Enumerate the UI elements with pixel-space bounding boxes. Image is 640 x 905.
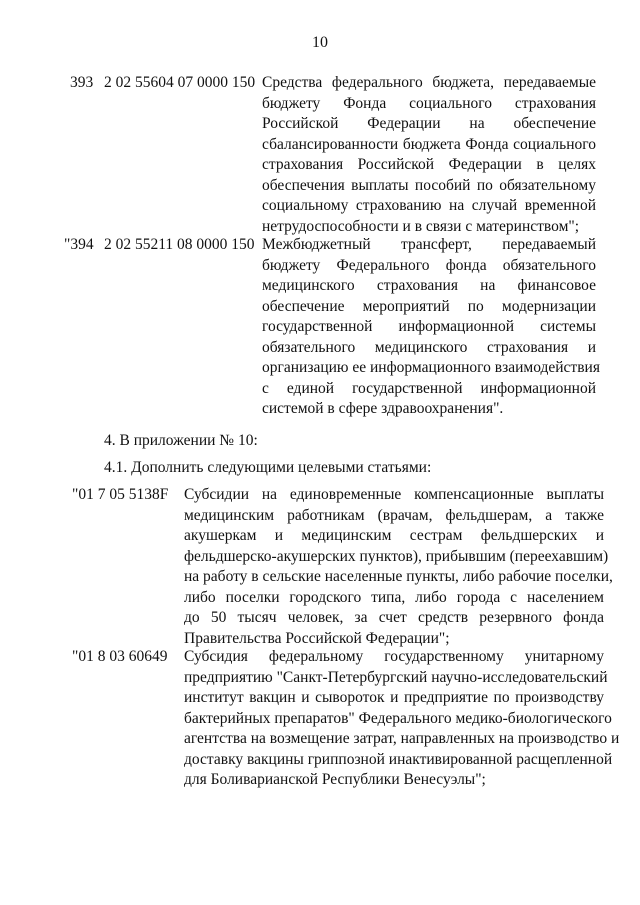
description-line: организацию ее информационного взаимодействия xyxy=(262,359,600,376)
budget-code: 2 02 55604 07 0000 150 xyxy=(104,74,256,91)
description-line: на работу в сельские населенные пункты, либо рабочие поселки, xyxy=(184,568,613,585)
description-line: агентства на возмещение затрат, направленных на производство и xyxy=(184,730,620,747)
description-line: либо поселки городского типа, либо города с населением xyxy=(184,588,604,606)
entry-number: "394 xyxy=(64,236,94,253)
budget-code: 2 02 55211 08 0000 150 xyxy=(104,236,255,253)
target-article-description xyxy=(184,485,613,649)
description-line: акушеркам и медицинским сестрам фельдшерских и xyxy=(184,527,604,544)
description-line: обеспечения выплаты пособий по обязательному xyxy=(262,176,596,194)
description-line: Правительства Российской Федерации"; xyxy=(184,629,450,647)
description-line: Межбюджетный трансферт, передаваемый xyxy=(262,236,596,253)
target-article-code: "01 8 03 60649 xyxy=(72,648,168,665)
description-line: бактерийных препаратов" Федерального медико-биологического xyxy=(184,709,612,727)
entry-description xyxy=(262,73,596,237)
description-line: Российской Федерации на обеспечение xyxy=(262,115,596,132)
description-line: системой в сфере здравоохранения". xyxy=(262,400,504,417)
entry-number: 393 xyxy=(70,74,94,91)
description-line: социальному страхованию на случай временной xyxy=(262,197,596,214)
description-line: государственной информационной системы xyxy=(262,318,596,335)
entry-description xyxy=(262,235,600,420)
target-article-code: "01 7 05 5138F xyxy=(72,486,169,503)
description-line: предприятию "Санкт-Петербургский научно-исследовательский xyxy=(184,668,608,686)
description-line: для Боливарианской Республики Венесуэлы"; xyxy=(184,771,486,788)
description-line: Средства федерального бюджета, передаваемые xyxy=(262,74,596,91)
description-line: с единой государственной информационной xyxy=(262,379,596,397)
description-line: медицинского страхования на финансовое xyxy=(262,277,596,294)
description-line: Субсидии на единовременные компенсационные выплаты xyxy=(184,486,604,503)
description-line: Субсидия федеральному государственному унитарному xyxy=(184,648,604,665)
description-line: бюджету Федерального фонда обязательного xyxy=(262,256,596,274)
paragraph-4-1: 4.1. Дополнить следующими целевыми статьями: xyxy=(104,459,432,476)
page-number: 10 xyxy=(312,34,328,51)
description-line: обязательного медицинского страхования и xyxy=(262,338,596,356)
description-line: до 50 тысяч человек, за счет средств резервного фонда xyxy=(184,609,604,626)
description-line: обеспечение мероприятий по модернизации xyxy=(262,297,596,315)
description-line: страхования Российской Федерации в целях xyxy=(262,156,596,173)
target-article-description xyxy=(184,647,620,791)
description-line: доставку вакцины гриппозной инактивированной расщепленной xyxy=(184,750,613,768)
description-line: фельдшерско-акушерских пунктов), прибывшим (переехавшим) xyxy=(184,547,609,565)
description-line: сбалансированности бюджета Фонда социального xyxy=(262,135,596,153)
description-line: нетрудоспособности и в связи с материнством"; xyxy=(262,217,580,235)
description-line: институт вакцин и сывороток и предприятие по производству xyxy=(184,689,604,706)
description-line: бюджету Фонда социального страхования xyxy=(262,94,596,112)
description-line: медицинским работникам (врачам, фельдшерам, а также xyxy=(184,506,604,524)
paragraph-4: 4. В приложении № 10: xyxy=(104,432,258,449)
